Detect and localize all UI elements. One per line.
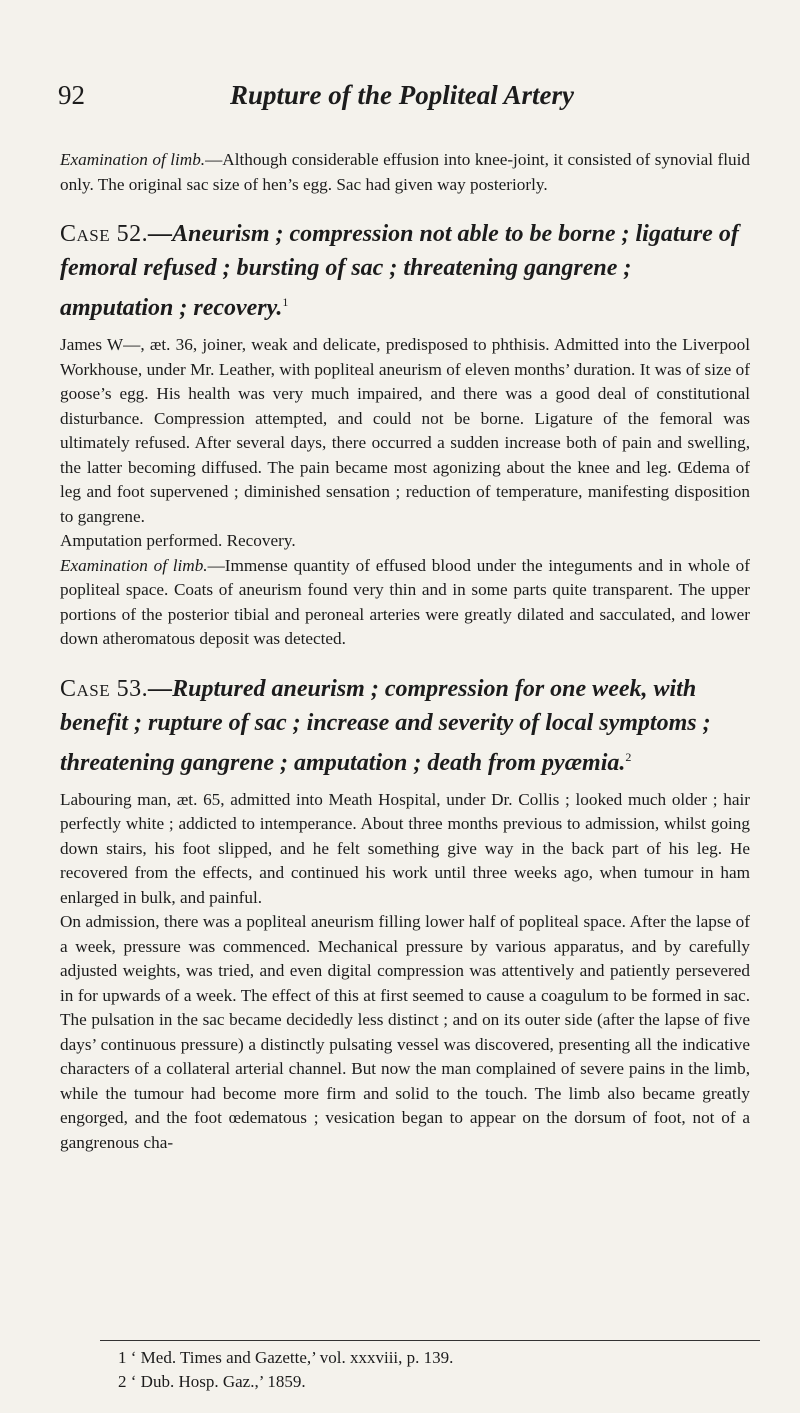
case-52-paragraph-2: Amputation performed. Recovery.: [60, 531, 296, 550]
footnote-1: 1 ‘ Med. Times and Gazette,’ vol. xxxviii, p. 139.: [118, 1348, 454, 1367]
footnote-ref-1: 1: [282, 295, 289, 309]
running-title: Rupture of the Popliteal Artery: [230, 80, 574, 110]
case-53-title: —Ruptured aneurism ; compression for one week, with benefit ; rupture of sac ; increase and severity of local symptoms ; threatening gangrene ; amputation ; death from pyæmia.: [60, 675, 711, 776]
case-52-number: Case 52.: [60, 221, 149, 247]
case-53-number: Case 53.: [60, 675, 149, 702]
footnote-ref-2: 2: [625, 749, 632, 764]
case-52-exam-lead: Examination of limb.: [60, 555, 208, 575]
page-number: 92: [58, 80, 85, 110]
case-52-exam-text: —Immense quantity of effused blood under the integuments and in whole of popliteal space. Coats of aneurism found very thin and in some parts quite transparent. The upper portions of the posterior tibial and peroneal arteries were greatly dilated and sacculated, and lower down atheromatous deposit was detected.: [60, 555, 750, 648]
page-header: [0, 80, 800, 120]
case-53-heading: [60, 672, 750, 780]
case-52-paragraph-1: James W—, æt. 36, joiner, weak and delicate, predisposed to phthisis. Admitted into the Liverpool Workhouse, under Mr. Leather, with popliteal aneurism of eleven months’ duration. It was of size of goose’s egg. His health was very much impaired, and there was a good deal of constitutional disturbance. Compression attempted, and could not be borne. Ligature of the femoral was ultimately refused. After several days, there occurred a sudden increase both of pain and swelling, the latter becoming diffused. The pain became most agonizing about the knee and leg. Œdema of leg and foot supervened ; diminished sensation ; reduction of temperature, manifesting disposition to gangrene.: [60, 335, 750, 526]
case-52-examination: [60, 554, 750, 652]
continuation-paragraph: [60, 148, 750, 197]
case-53-paragraph-2: On admission, there was a popliteal aneurism filling lower half of popliteal space. After the lapse of a week, pressure was commenced. Mechanical pressure by various apparatus, and by carefully adjusted weights, was tried, and even digital compression was attentively and patiently persevered in for upwards of a week. The effect of this at first seemed to cause a coagulum to be formed in sac. The pulsation in the sac became decidedly less distinct ; and on its outer side (after the lapse of five days’ continuous pressure) a distinctly pulsating vessel was discovered, presenting all the indicative characters of a collateral arterial channel. But now the man complained of severe pains in the limb, while the tumour had become more firm and solid to the touch. The limb also became greatly engorged, and the foot œdematous ; vesication began to appear on the dorsum of foot, not of a gangrenous cha-: [60, 912, 750, 1152]
case-53-paragraph-1: Labouring man, æt. 65, admitted into Meath Hospital, under Dr. Collis ; looked much older ; hair perfectly white ; addicted to intemperance. About three months previous to admission, whilst going down stairs, his foot slipped, and he felt something give way in the back part of his leg. He recovered from the effects, and continued his work until three weeks ago, when tumour in ham enlarged in bulk, and painful.: [60, 789, 750, 907]
footnote-2: 2 ‘ Dub. Hosp. Gaz.,’ 1859.: [118, 1372, 306, 1391]
examination-lead: Examination of limb.: [60, 150, 206, 169]
case-52-heading: [60, 217, 750, 325]
case-52-title: —Aneurism ; compression not able to be borne ; ligature of femoral refused ; bursting of sac ; threatening gangrene ; amputation ; recovery.: [60, 221, 739, 321]
body-text: [60, 148, 750, 1155]
footnote-rule: [100, 1340, 760, 1341]
examination-text: —Although considerable effusion into knee-joint, it consisted of synovial fluid only. The original sac size of hen’s egg. Sac had given way posteriorly.: [60, 150, 750, 194]
footnotes: [118, 1346, 453, 1394]
